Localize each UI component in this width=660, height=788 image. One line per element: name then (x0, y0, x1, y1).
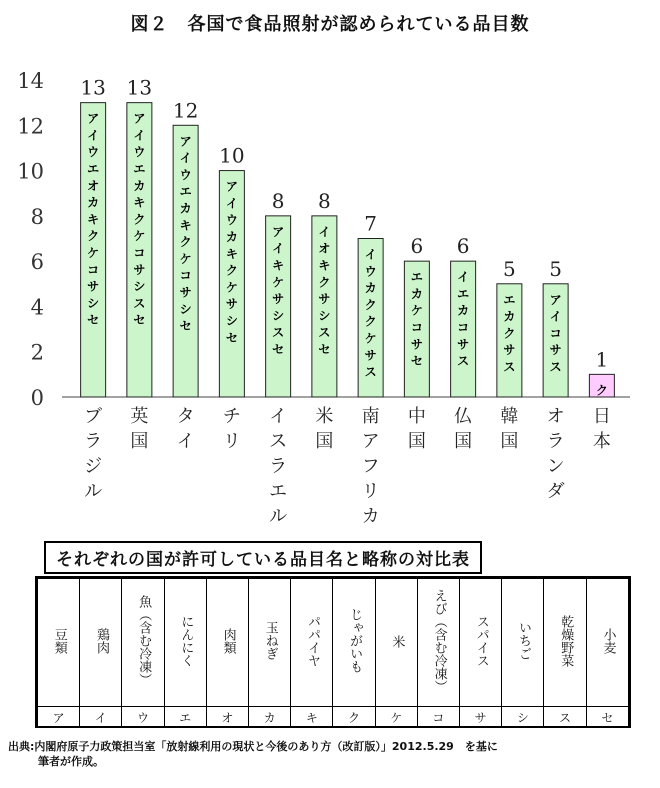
bar-abbreviation-label: アイキケサシスセ (272, 224, 285, 357)
item-name-text: 米 (389, 635, 405, 648)
bar-abbreviation-label: エカケコサセ (410, 270, 423, 369)
table-cell-item-name (291, 579, 333, 707)
y-tick-label: 4 (30, 295, 44, 320)
y-tick-label: 12 (17, 114, 44, 139)
x-tick-label: 中国 (407, 406, 426, 452)
bar-abbreviation-label: ク (595, 383, 608, 398)
table-cell-item-name (333, 579, 375, 707)
x-tick-label: オランダ (546, 406, 565, 502)
bar-abbreviation-label: アイコサス (549, 292, 562, 374)
table-title: それぞれの国が許可している品目名と略称の対比表 (44, 541, 482, 574)
table-cell-item-name (38, 579, 80, 707)
item-name-text: えび（含む冷凍） (431, 588, 447, 693)
table-cell-item-name (502, 579, 544, 707)
y-tick-label: 6 (30, 250, 44, 275)
table-cell-abbreviation: カ (249, 707, 291, 728)
bar-value-label: 13 (126, 75, 153, 100)
table-cell-abbreviation: コ (417, 707, 459, 728)
item-name-text: 肉類 (220, 627, 236, 654)
item-name-text: スパイス (473, 614, 489, 667)
x-tick-label: 韓国 (500, 406, 519, 452)
abbreviation-table (35, 576, 631, 728)
y-tick-label: 8 (30, 204, 44, 229)
table-cell-abbreviation: サ (460, 707, 502, 728)
bar-abbreviation-label: イオキクサシスセ (318, 224, 331, 357)
x-axis-labels (84, 405, 611, 527)
table-cell-item-name (375, 579, 417, 707)
bar-abbreviation-label: アイウエオカキクケコサシセ (87, 111, 100, 328)
item-name-text: 小麦 (600, 627, 616, 654)
source-note (8, 739, 648, 769)
y-tick-label: 2 (30, 340, 44, 365)
y-tick-label: 14 (17, 69, 44, 93)
source-line-2: 筆者が作成。 (38, 755, 104, 768)
table-cell-abbreviation: セ (586, 707, 628, 728)
table-cell-abbreviation: ア (38, 707, 80, 728)
bar-abbreviation-label: アイウカキクケサシセ (225, 179, 238, 345)
item-name-text: 乾燥野菜 (558, 614, 574, 667)
item-name-text: 玉ねぎ (262, 621, 278, 660)
bars (80, 76, 614, 398)
table-cell-abbreviation: ク (333, 707, 375, 728)
table-cell-item-name (206, 579, 248, 707)
item-name-text: にんにく (178, 614, 194, 667)
table-row-abbreviations (38, 707, 629, 728)
x-tick-label: タイ (176, 406, 195, 452)
item-name-text: 鶏肉 (93, 627, 109, 654)
table-cell-item-name (586, 579, 628, 707)
table-cell-abbreviation: ウ (122, 707, 164, 728)
table-cell-item-name (164, 579, 206, 707)
item-name-text: 魚（含む冷凍） (136, 595, 152, 686)
table-row-names (38, 579, 629, 707)
table-cell-item-name (460, 579, 502, 707)
table-cell-abbreviation: イ (80, 707, 122, 728)
table-cell-abbreviation: ス (544, 707, 586, 728)
chart-title: 図２ 各国で食品照射が認められている品目数 (130, 14, 530, 35)
x-tick-label: 米国 (315, 406, 334, 452)
table-cell-item-name (80, 579, 122, 707)
x-tick-label: イスラエル (269, 406, 288, 527)
bar-abbreviation-label: アイウエカキクケコサシスセ (133, 111, 146, 328)
bar-value-label: 5 (549, 256, 562, 281)
source-line-1: 出典:内閣府原子力政策担当室「放射線利用の現状と今後のあり方（改訂版）」2012.5.29 を基に (8, 740, 498, 753)
table-cell-abbreviation: シ (502, 707, 544, 728)
table-cell-item-name (122, 579, 164, 707)
bar-value-label: 12 (172, 98, 199, 123)
bar-value-label: 5 (503, 256, 516, 281)
table-cell-abbreviation: エ (164, 707, 206, 728)
bar-abbreviation-label: エカクサス (503, 292, 516, 374)
bar-value-label: 6 (456, 234, 470, 259)
x-tick-label: チリ (222, 406, 241, 452)
x-tick-label: 南アフリカ (361, 406, 380, 527)
item-name-text: パパイヤ (304, 614, 320, 667)
x-tick-label: 仏国 (454, 406, 473, 452)
item-name-text: いちご (515, 621, 531, 660)
x-tick-label: ブラジル (84, 406, 103, 502)
x-tick-label: 日本 (592, 406, 611, 452)
table-cell-item-name (544, 579, 586, 707)
bar-value-label: 1 (595, 347, 609, 372)
bar-abbreviation-label: イウカククケサス (364, 247, 377, 380)
table-cell-abbreviation: キ (291, 707, 333, 728)
bar-value-label: 13 (80, 75, 106, 100)
bar-abbreviation-label: イエカコサス (457, 270, 470, 369)
bar-value-label: 6 (410, 234, 424, 259)
bar-abbreviation-label: アイウエカキクケコサシセ (179, 134, 192, 334)
y-tick-label: 10 (17, 159, 44, 184)
x-tick-label: 英国 (130, 406, 149, 452)
y-tick-label: 0 (30, 386, 44, 410)
bar-value-label: 8 (271, 188, 285, 213)
table-cell-abbreviation: ケ (375, 707, 417, 728)
item-name-text: 豆類 (51, 627, 67, 654)
table-cell-item-name (417, 579, 459, 707)
table-cell-item-name (249, 579, 291, 707)
bar-value-label: 8 (318, 188, 331, 213)
item-name-text: じゃがいも (347, 608, 363, 673)
bar-value-label: 7 (364, 211, 377, 236)
bar-value-label: 10 (219, 143, 245, 168)
table-cell-abbreviation: オ (206, 707, 248, 728)
